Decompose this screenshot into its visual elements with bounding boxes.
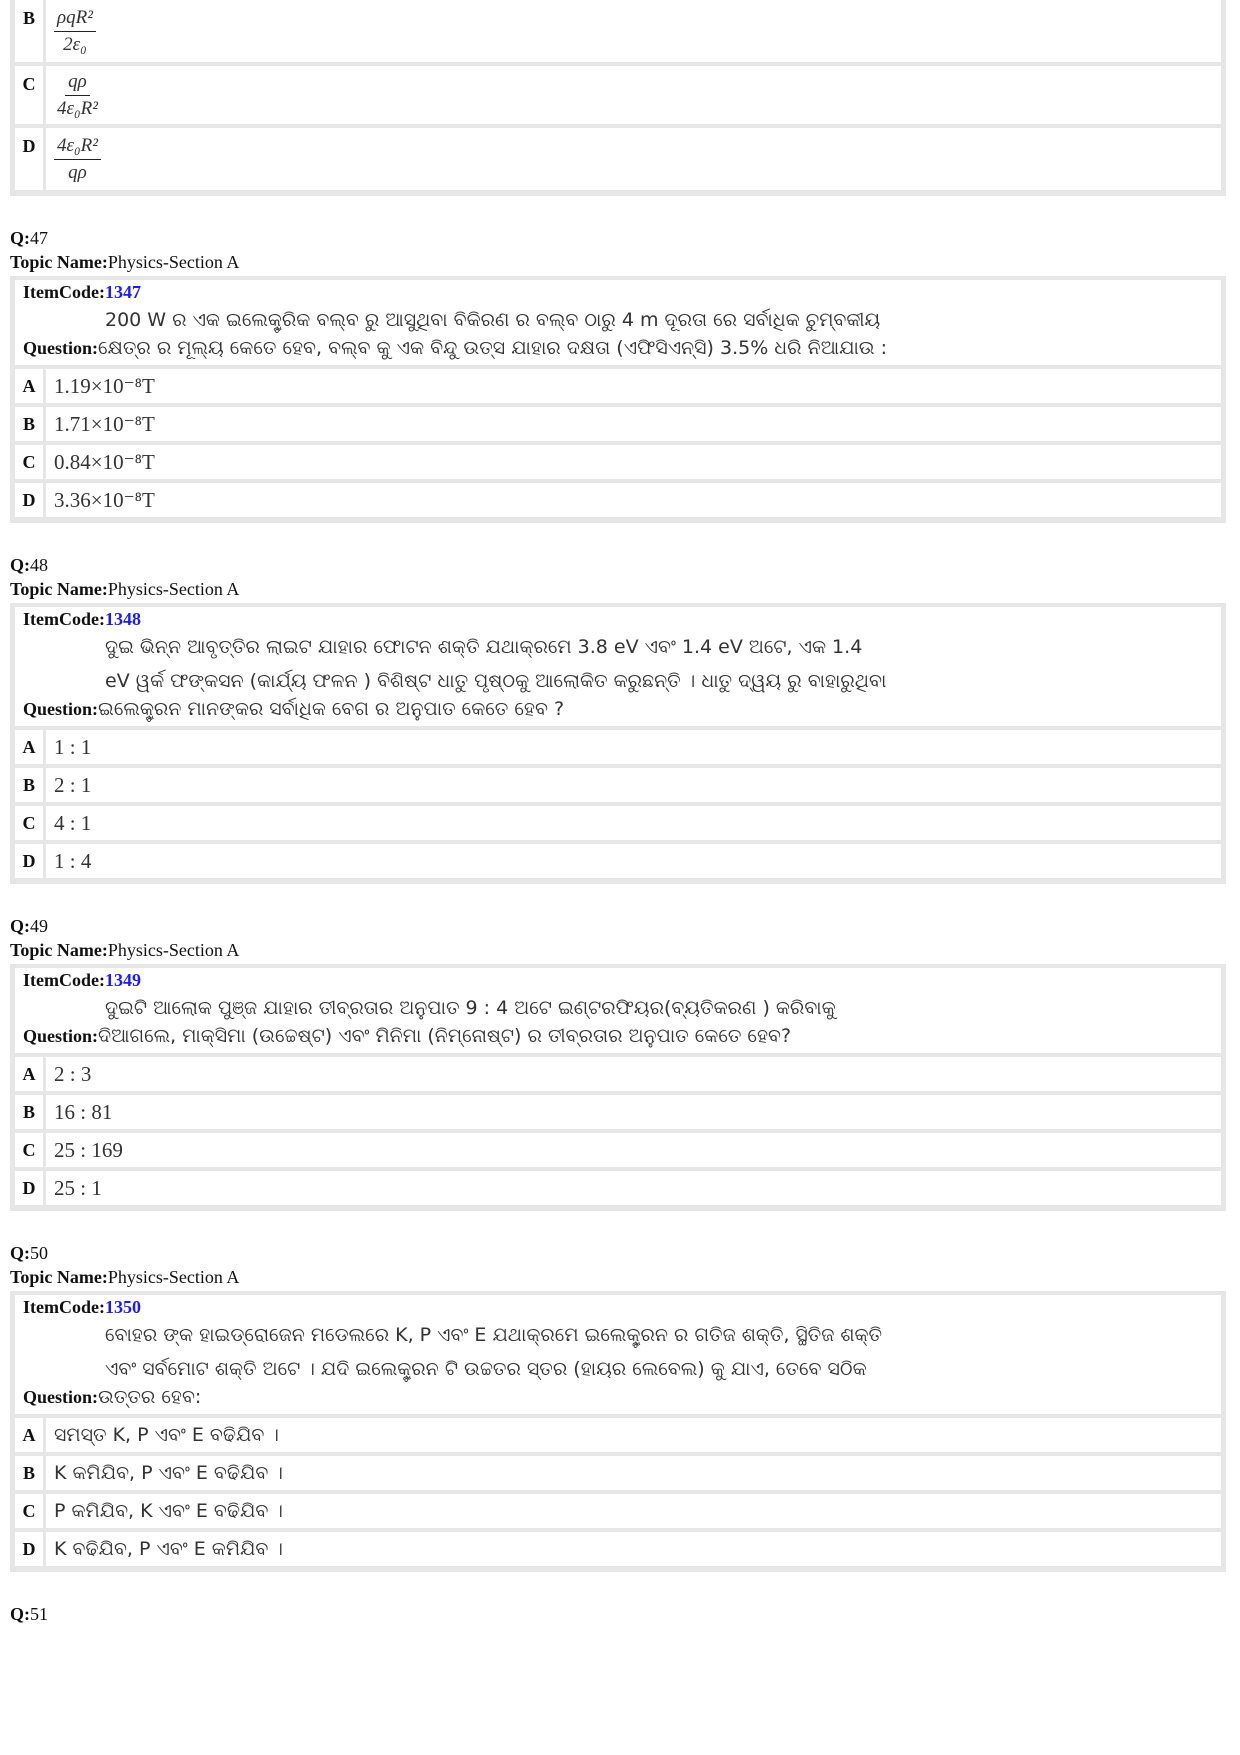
q-label: Q: xyxy=(10,228,30,248)
option-letter: C xyxy=(22,74,36,94)
item-code-label: ItemCode: xyxy=(23,970,105,990)
option-row-c xyxy=(15,1133,1221,1167)
option-text: 0.84×10⁻⁸T xyxy=(43,445,1221,479)
question-card xyxy=(10,603,1226,884)
item-code: 1348 xyxy=(104,609,141,629)
option-text: 1 : 4 xyxy=(43,844,1221,878)
option-row-d xyxy=(15,844,1221,878)
option-letter: A xyxy=(22,736,36,757)
fraction-numerator: 4ε₀R² xyxy=(54,135,101,160)
fraction-denominator: 4ε₀R² xyxy=(57,97,98,119)
question-label: Question: xyxy=(23,1387,99,1407)
option-row-c xyxy=(15,806,1221,840)
item-code: 1349 xyxy=(104,970,141,990)
option-letter: C xyxy=(22,812,36,833)
question-label: Question: xyxy=(23,338,99,358)
option-formula xyxy=(43,128,1221,190)
fraction-denominator: qρ xyxy=(68,161,87,183)
q-label: Q: xyxy=(10,1604,30,1624)
option-text: 16 : 81 xyxy=(43,1095,1221,1129)
question-text-line: ଦୁଇ ଭିନ୍ନ ଆବୃତ୍ତିର ଲାଇଟ ଯାହାର ଫୋଟନ ଶକ୍ତି ଯଥାକ୍ରମେ 3.8 eV ଏବଂ 1.4 eV ଅଟେ, ଏକ 1.4 xyxy=(105,636,863,658)
question-stem xyxy=(15,968,1221,1053)
option-letter: D xyxy=(22,850,36,871)
option-text: 25 : 169 xyxy=(43,1133,1221,1167)
option-text: 2 : 1 xyxy=(43,768,1221,802)
option-row-b xyxy=(15,768,1221,802)
option-letter: B xyxy=(22,1462,35,1483)
option-text: K ବଢିଯିବ, P ଏବଂ E କମିଯିବ । xyxy=(43,1532,1221,1566)
option-text: 2 : 3 xyxy=(43,1057,1221,1091)
question-header xyxy=(10,553,1226,601)
question-card xyxy=(10,1291,1226,1572)
option-text: 1 : 1 xyxy=(43,730,1221,764)
option-letter: A xyxy=(22,375,36,396)
option-letter: A xyxy=(22,1424,36,1445)
topic-name: Physics-Section A xyxy=(107,252,240,272)
question-stem xyxy=(15,607,1221,726)
topic-name: Physics-Section A xyxy=(107,940,240,960)
option-letter: D xyxy=(22,1177,36,1198)
question-card xyxy=(10,276,1226,523)
option-text: K କମିଯିବ, P ଏବଂ E ବଢିଯିବ । xyxy=(43,1456,1221,1490)
item-code-label: ItemCode: xyxy=(23,1297,105,1317)
option-letter: D xyxy=(22,136,36,156)
option-letter: C xyxy=(22,451,36,472)
option-letter: A xyxy=(22,1063,36,1084)
option-text: 25 : 1 xyxy=(43,1171,1221,1205)
question-text-line: ଏବଂ ସର୍ବମୋଟ ଶକ୍ତି ଅଟେ । ଯଦି ଇଲେକ୍ଟ୍ରନ ଟି ଉଚ୍ଚତର ସ୍ତର (ହାୟର ଲେବେଲ) କୁ ଯାଏ, ତେବେ ସଠିକ xyxy=(105,1358,867,1380)
option-formula xyxy=(43,0,1221,62)
option-row-a xyxy=(15,1057,1221,1091)
question-text-line: ଦିଆଗଲେ, ମାକ୍ସିମା (ଉଚ୍ଚେଷ୍ଟ) ଏବଂ ମିନିମା (ନିମ୍ନୋଷ୍ଟ) ର ତୀବ୍ରତାର ଅନୁପାତ କେତେ ହେବ? xyxy=(98,1025,792,1047)
topic-name: Physics-Section A xyxy=(107,579,240,599)
option-row-d xyxy=(15,483,1221,517)
question-text-line: ଦୁଇଟି ଆଲୋକ ପୁଞ୍ଜ ଯାହାର ତୀବ୍ରତାର ଅନୁପାତ 9 : 4 ଅଟେ ଇଣ୍ଟରଫିୟର(ବ୍ୟତିକରଣ ) କରିବାକୁ xyxy=(105,997,836,1019)
question-text-line: ବୋହର ଙ୍କ ହାଇଡ୍ରୋଜେନ ମଡେଲରେ K, P ଏବଂ E ଯଥାକ୍ରମେ ଇଲେକ୍ଟ୍ରନ ର ଗତିଜ ଶକ୍ତି, ସ୍ଥିତିଜ ଶକ୍ତି xyxy=(105,1324,883,1346)
option-row-d xyxy=(15,1532,1221,1566)
topic-label: Topic Name: xyxy=(10,940,108,960)
question-text-line: କ୍ଷେତ୍ର ର ମୂଲ୍ୟ କେତେ ହେବ, ବଲ୍ବ କୁ ଏକ ବିନ୍ଦୁ ଉତ୍ସ ଯାହାର ଦକ୍ଷତା (ଏଫିସିଏନ୍ସି) 3.5% ଧରି ନିଆଯାଉ : xyxy=(98,337,888,359)
option-row-b xyxy=(15,407,1221,441)
question-text-line: ଇଲେକ୍ଟ୍ରନ ମାନଙ୍କର ସର୍ବାଧିକ ବେଗ ର ଅନୁପାତ କେତେ ହେବ ? xyxy=(98,698,565,720)
question-paper-page xyxy=(10,0,1226,1626)
option-row-b xyxy=(15,1095,1221,1129)
option-row-c xyxy=(15,1494,1221,1528)
question-stem xyxy=(15,1295,1221,1414)
option-text: 3.36×10⁻⁸T xyxy=(43,483,1221,517)
option-letter: D xyxy=(22,1538,36,1559)
question-header xyxy=(10,914,1226,962)
option-row-a xyxy=(15,1418,1221,1452)
option-row-c xyxy=(15,445,1221,479)
question-text-line: ଉତ୍ତର ହେବ: xyxy=(98,1386,202,1408)
option-letter: C xyxy=(22,1500,36,1521)
fraction-denominator: 2ε₀ xyxy=(63,33,87,55)
q-label: Q: xyxy=(10,916,30,936)
option-row-d xyxy=(15,128,1221,190)
option-text: P କମିଯିବ, K ଏବଂ E ବଢିଯିବ । xyxy=(43,1494,1221,1528)
topic-label: Topic Name: xyxy=(10,252,108,272)
item-code-label: ItemCode: xyxy=(23,609,105,629)
q46-options-continued xyxy=(10,0,1226,196)
fraction-numerator: qρ xyxy=(65,71,90,96)
topic-label: Topic Name: xyxy=(10,579,108,599)
option-row-a xyxy=(15,730,1221,764)
option-letter: B xyxy=(22,774,35,795)
option-row-a xyxy=(15,369,1221,403)
option-row-b xyxy=(15,0,1221,62)
question-stem xyxy=(15,280,1221,365)
option-row-b xyxy=(15,1456,1221,1490)
option-letter: B xyxy=(22,413,35,434)
option-text: 1.71×10⁻⁸T xyxy=(43,407,1221,441)
question-label: Question: xyxy=(23,1026,99,1046)
option-formula xyxy=(43,66,1221,124)
option-text: 4 : 1 xyxy=(43,806,1221,840)
question-header xyxy=(10,226,1226,274)
question-card xyxy=(10,964,1226,1211)
option-letter: D xyxy=(22,489,36,510)
option-text: 1.19×10⁻⁸T xyxy=(43,369,1221,403)
question-number: 49 xyxy=(30,916,48,936)
question-number: 50 xyxy=(30,1243,48,1263)
question-number: 47 xyxy=(30,228,48,248)
question-header xyxy=(10,1602,1226,1626)
question-number: 48 xyxy=(30,555,48,575)
question-number: 51 xyxy=(30,1604,48,1624)
question-label: Question: xyxy=(23,699,99,719)
question-text-line: 200 W ର ଏକ ଇଲେକ୍ଟ୍ରିକ ବଲ୍ବ ରୁ ଆସୁଥିବା ବିକିରଣ ର ବଲ୍ବ ଠାରୁ 4 m ଦୂରତା ରେ ସର୍ବାଧିକ ଚୁମ୍ବକୀୟ xyxy=(105,309,881,331)
fraction-numerator: ρqR² xyxy=(54,7,96,32)
option-text: ସମସ୍ତ K, P ଏବଂ E ବଢିଯିବ । xyxy=(43,1418,1221,1452)
q-label: Q: xyxy=(10,1243,30,1263)
item-code: 1350 xyxy=(104,1297,141,1317)
item-code: 1347 xyxy=(104,282,141,302)
question-header xyxy=(10,1241,1226,1289)
topic-name: Physics-Section A xyxy=(107,1267,240,1287)
question-text-line: eV ୱର୍କ ଫଙ୍କସନ (କାର୍ଯ୍ୟ ଫଳନ ) ବିଶିଷ୍ଟ ଧାତୁ ପୃଷ୍ଠକୁ ଆଲୋକିତ କରୁଛନ୍ତି । ଧାତୁ ଦ୍ୱୟ ରୁ ବାହାରୁଥିବା xyxy=(105,670,887,692)
item-code-label: ItemCode: xyxy=(23,282,105,302)
option-letter: B xyxy=(22,8,35,28)
option-row-c xyxy=(15,66,1221,124)
option-row-d xyxy=(15,1171,1221,1205)
option-letter: B xyxy=(22,1101,35,1122)
topic-label: Topic Name: xyxy=(10,1267,108,1287)
q-label: Q: xyxy=(10,555,30,575)
option-letter: C xyxy=(22,1139,36,1160)
